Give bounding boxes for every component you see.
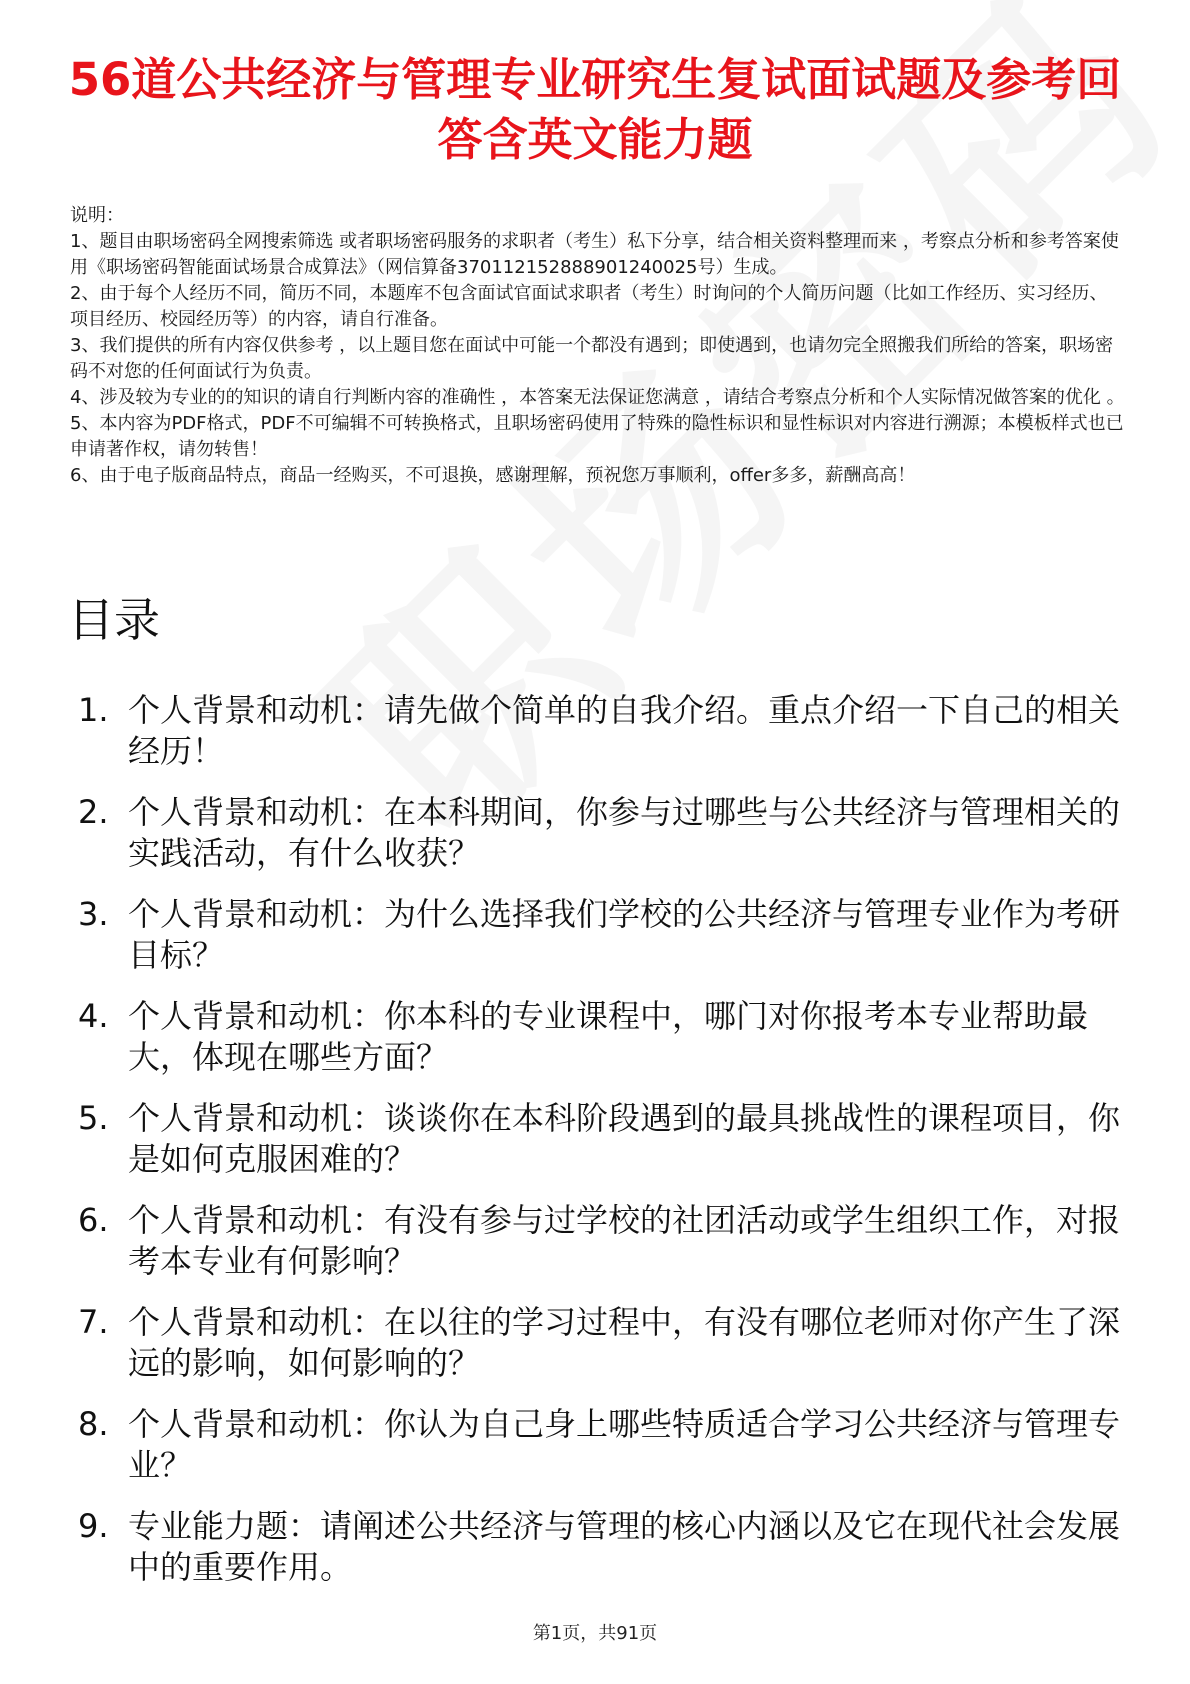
notes-section <box>70 203 1125 489</box>
note-item: 4、涉及较为专业的的知识的请自行判断内容的准确性 ，本答案无法保证您满意 ，请结合考察点分析和个人实际情况做答案的优化 。 <box>70 387 1125 408</box>
toc-item[interactable] <box>70 894 1120 976</box>
toc-item-text: 个人背景和动机：在本科期间，你参与过哪些与公共经济与管理相关的实践活动，有什么收获？ <box>128 793 1121 872</box>
table-of-contents <box>70 690 1120 1608</box>
note-item: 1、题目由职场密码全网搜索筛选 或者职场密码服务的求职者（考生）私下分享，结合相关资料整理而来 ，考察点分析和参考答案使用《职场密码智能面试场景合成算法》（网信算备370112152888901240025号）生成。 <box>70 231 1119 278</box>
document-title: 56道公共经济与管理专业研究生复试面试题及参考回答含英文能力题 <box>68 53 1122 166</box>
toc-item-number: 4. <box>78 997 109 1035</box>
toc-item-number: 7. <box>78 1303 109 1341</box>
toc-item-text: 专业能力题：请阐述公共经济与管理的核心内涵以及它在现代社会发展中的重要作用。 <box>128 1507 1121 1586</box>
note-item: 3、我们提供的所有内容仅供参考 ，以上题目您在面试中可能一个都没有遇到；即使遇到，也请勿完全照搬我们所给的答案，职场密码不对您的任何面试行为负责。 <box>70 335 1114 382</box>
toc-item-text: 个人背景和动机：你本科的专业课程中，哪门对你报考本专业帮助最大，体现在哪些方面？ <box>128 997 1089 1076</box>
toc-item[interactable] <box>70 1302 1120 1384</box>
toc-item-text: 个人背景和动机：谈谈你在本科阶段遇到的最具挑战性的课程项目，你是如何克服困难的？ <box>128 1099 1121 1178</box>
toc-item-number: 3. <box>78 895 109 933</box>
toc-item-text: 个人背景和动机：请先做个简单的自我介绍。重点介绍一下自己的相关经历！ <box>128 691 1121 770</box>
toc-item-text: 个人背景和动机：为什么选择我们学校的公共经济与管理专业作为考研目标？ <box>128 895 1121 974</box>
toc-item-text: 个人背景和动机：你认为自己身上哪些特质适合学习公共经济与管理专业？ <box>128 1405 1121 1484</box>
notes-label: 说明： <box>70 205 124 226</box>
toc-item[interactable] <box>70 792 1120 874</box>
note-item: 2、由于每个人经历不同，简历不同，本题库不包含面试官面试求职者（考生）时询问的个人简历问题（比如工作经历、实习经历、项目经历、校园经历等）的内容，请自行准备。 <box>70 283 1108 330</box>
toc-item-text: 个人背景和动机：有没有参与过学校的社团活动或学生组织工作，对报考本专业有何影响？ <box>128 1201 1121 1280</box>
toc-item-text: 个人背景和动机：在以往的学习过程中，有没有哪位老师对你产生了深远的影响，如何影响的？ <box>128 1303 1121 1382</box>
note-item: 6、由于电子版商品特点，商品一经购买，不可退换，感谢理解，预祝您万事顺利，offer多多，薪酬高高！ <box>70 465 916 486</box>
toc-item-number: 1. <box>78 691 109 729</box>
note-item: 5、本内容为PDF格式，PDF不可编辑不可转换格式，且职场密码使用了特殊的隐性标识和显性标识对内容进行溯源；本模板样式也已申请著作权，请勿转售！ <box>70 413 1124 460</box>
toc-item-number: 9. <box>78 1507 109 1545</box>
toc-item[interactable] <box>70 1404 1120 1486</box>
toc-item[interactable] <box>70 690 1120 772</box>
toc-item-number: 5. <box>78 1099 109 1137</box>
toc-item[interactable] <box>70 1506 1120 1588</box>
toc-item[interactable] <box>70 1098 1120 1180</box>
toc-item[interactable] <box>70 1200 1120 1282</box>
toc-heading: 目录 <box>68 593 160 647</box>
page-number: 第1页，共91页 <box>532 1623 658 1644</box>
toc-item-number: 8. <box>78 1405 109 1443</box>
toc-item-number: 2. <box>78 793 109 831</box>
toc-item-number: 6. <box>78 1201 109 1239</box>
toc-item[interactable] <box>70 996 1120 1078</box>
